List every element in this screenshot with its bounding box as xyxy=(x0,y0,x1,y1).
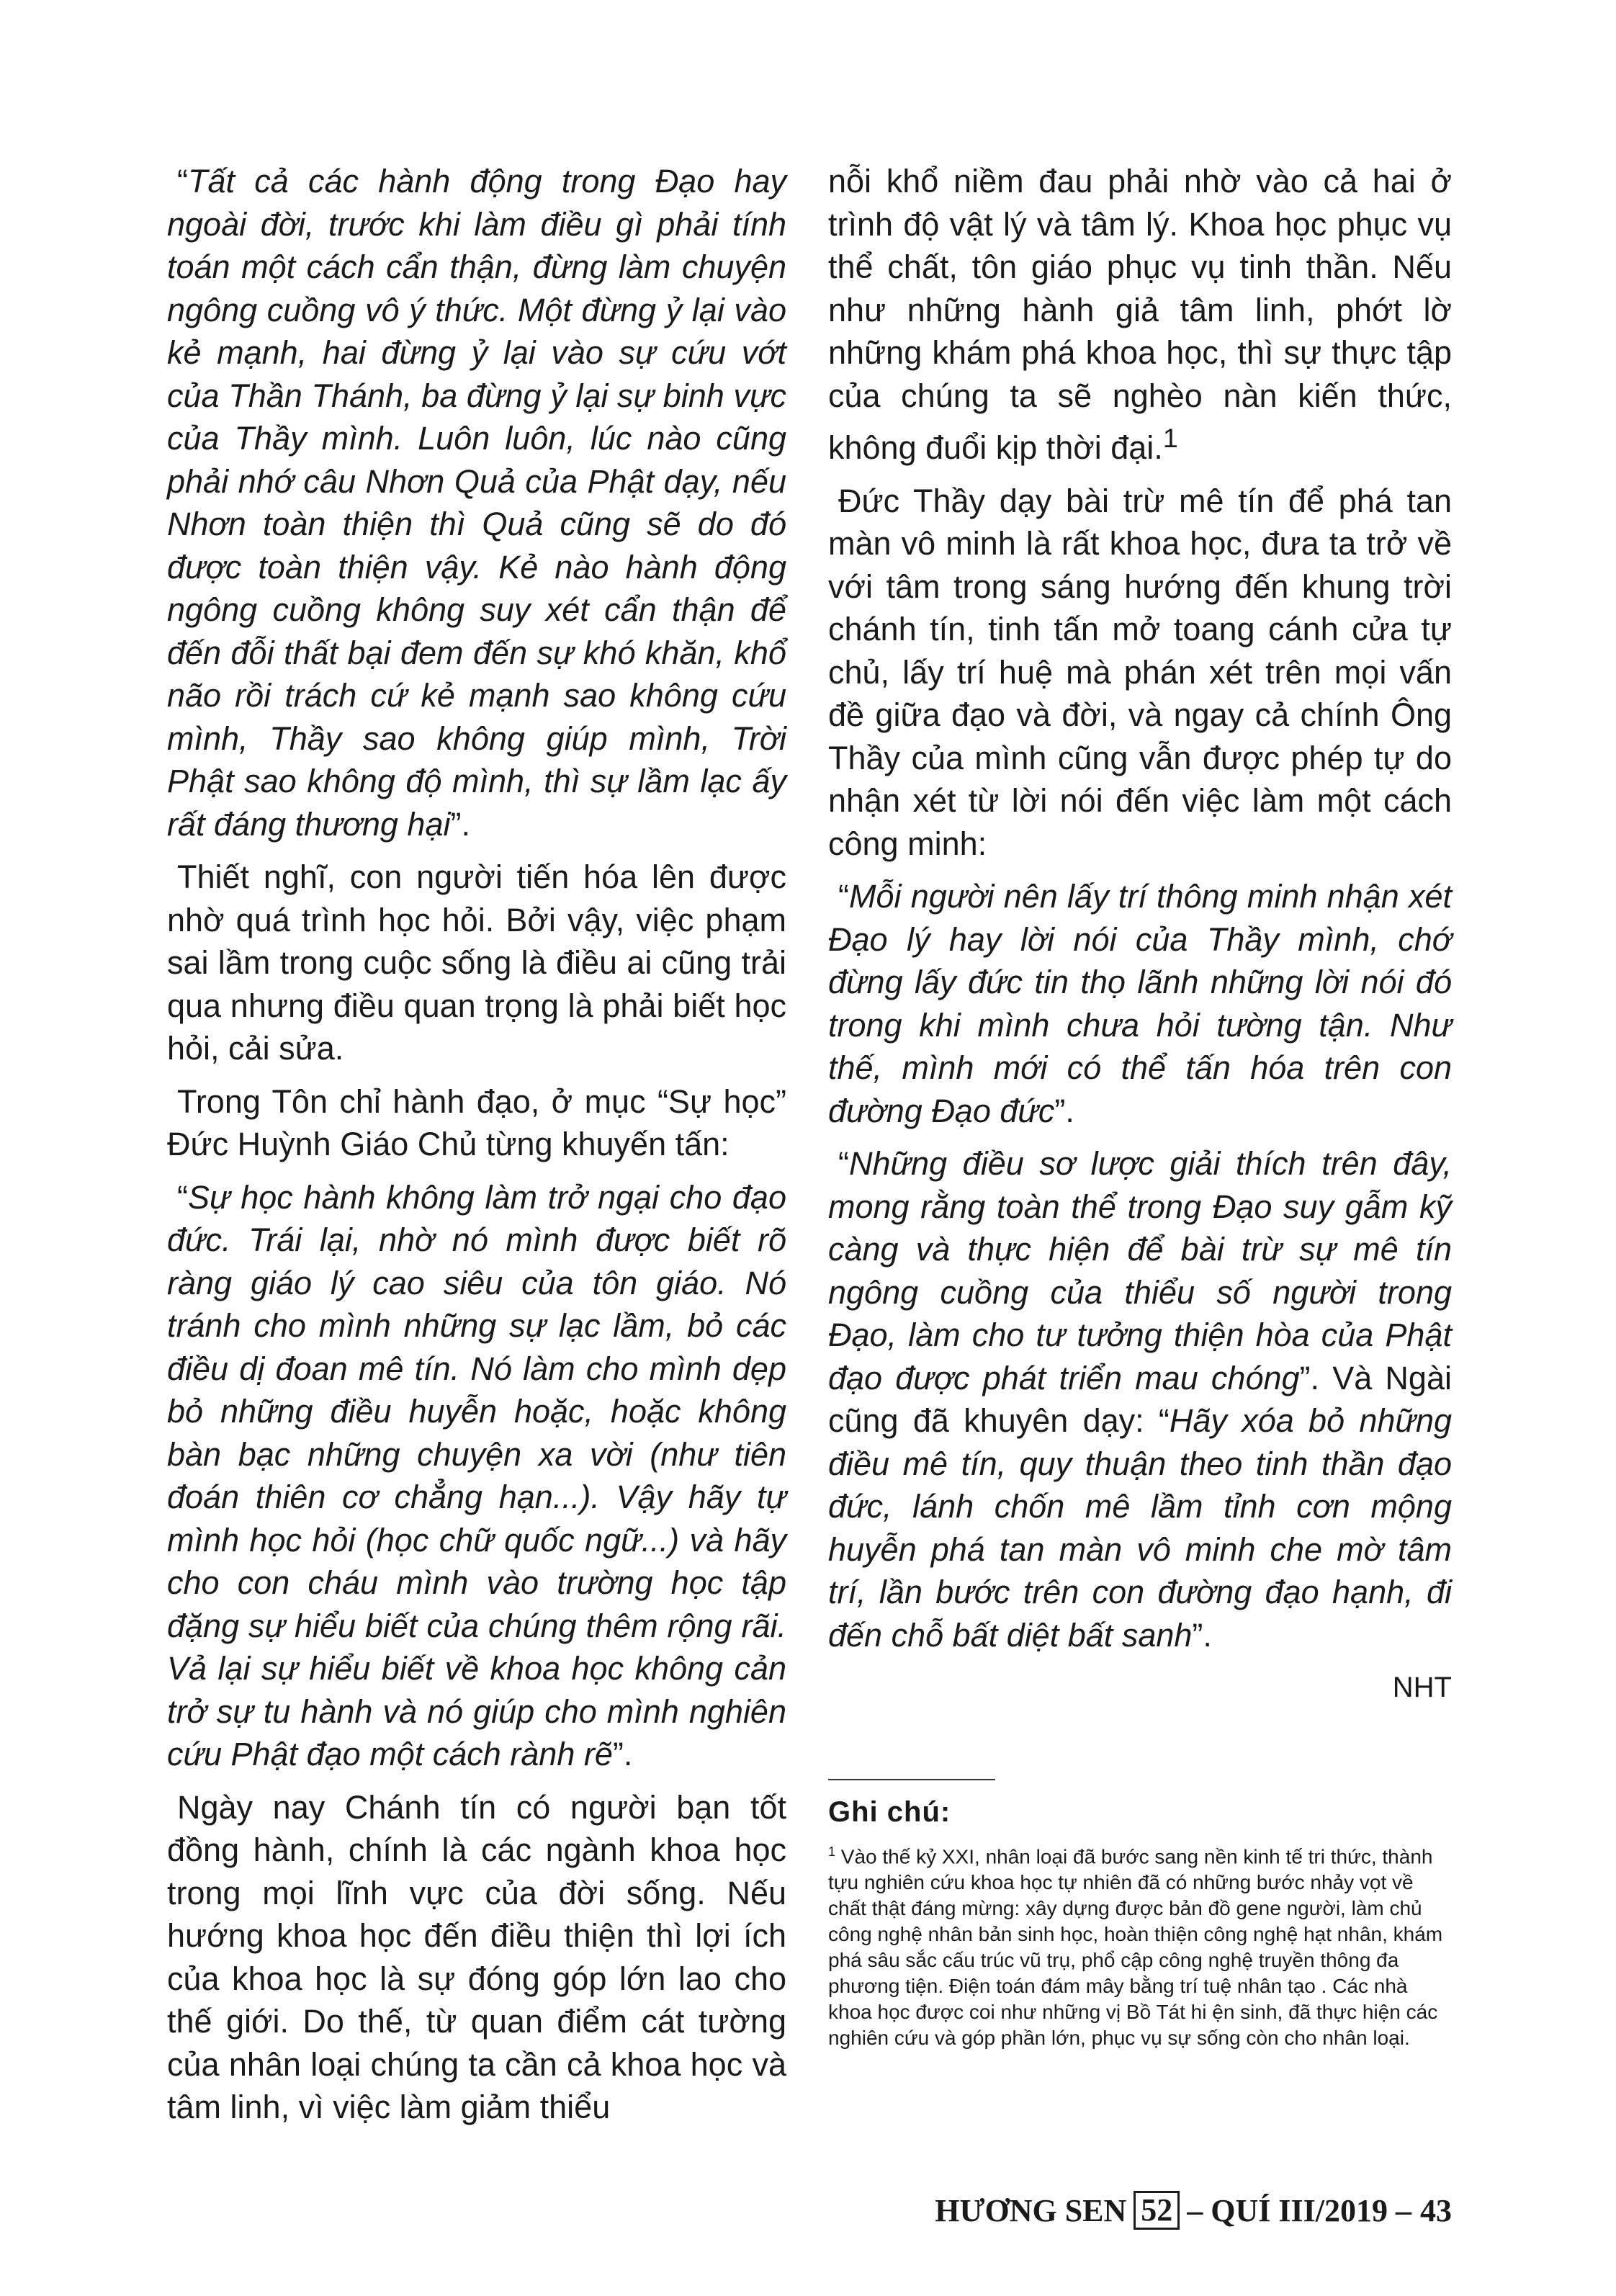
left-column xyxy=(167,160,786,2139)
quote-italic: Mỗi người nên lấy trí thông minh nhận xét Đạo lý hay lời nói của Thầy mình, chớ đừng lấy đức tin thọ lãnh những lời nói đó trong khi mình chưa hỏi tường tận. Như thế, mình mới có thể tấn hóa trên con đường Đạo đức xyxy=(828,878,1452,1129)
quote-italic: Tất cả các hành động trong Đạo hay ngoài đời, trước khi làm điều gì phải tính toán một cách cẩn thận, đừng làm chuyện ngông cuồng vô ý thức. Một đừng ỷ lại vào kẻ mạnh, hai đừng ỷ lại vào sự cứu vớt của Thần Thánh, ba đừng ỷ lại sự binh vực của Thầy mình. Luôn luôn, lúc nào cũng phải nhớ câu Nhơn Quả của Phật dạy, nếu Nhơn toàn thiện thì Quả cũng sẽ do đó được toàn thiện vậy. Kẻ nào hành động ngông cuồng không suy xét cẩn thận để đến đỗi thất bại đem đến sự khó khăn, khổ não rồi trách cứ kẻ mạnh sao không cứu mình, Thầy sao không giúp mình, Trời Phật sao không độ mình, thì sự lầm lạc ấy rất đáng thương hại xyxy=(167,163,786,843)
paragraph: “Những điều sơ lược giải thích trên đây, mong rằng toàn thể trong Đạo suy gẫm kỹ càng và thực hiện để bài trừ sự mê tín ngông cuồng của thiểu số người trong Đạo, làm cho tư tưởng thiện hòa của Phật đạo được phát triển mau chóng”. Và Ngài cũng đã khuyên dạy: “Hãy xóa bỏ những điều mê tín, quy thuận theo tinh thần đạo đức, lánh chốn mê lầm tỉnh cơn mộng huyễn phá tan màn vô minh che mờ tâm trí, lần bước trên con đường đạo hạnh, đi đến chỗ bất diệt bất sanh”. xyxy=(828,1145,1452,1654)
quote-italic: Những điều sơ lược giải thích trên đây, mong rằng toàn thể trong Đạo suy gẫm kỹ càng và thực hiện để bài trừ sự mê tín ngông cuồng của thiểu số người trong Đạo, làm cho tư tưởng thiện hòa của Phật đạo được phát triển mau chóng xyxy=(828,1145,1452,1396)
paragraph: Đức Thầy dạy bài trừ mê tín để phá tan màn vô minh là rất khoa học, đưa ta trở về với tâm trong sáng hướng đến khung trời chánh tín, tinh tấn mở toang cánh cửa tự chủ, lấy trí huệ mà phán xét trên mọi vấn đề giữa đạo và đời, và ngay cả chính Ông Thầy của mình cũng vẫn được phép tự do nhận xét từ lời nói đến việc làm một cách công minh: xyxy=(828,482,1452,862)
paragraph: Thiết nghĩ, con người tiến hóa lên được nhờ quá trình học hỏi. Bởi vậy, việc phạm sai lầm trong cuộc sống là điều ai cũng trải qua nhưng điều quan trọng là phải biết học hỏi, cải sửa. xyxy=(167,858,786,1067)
page-number: 43 xyxy=(1420,2192,1452,2228)
paragraph: Ngày nay Chánh tín có người bạn tốt đồng hành, chính là các ngành khoa học trong mọi lĩnh vực của đời sống. Nếu hướng khoa học đến điều thiện thì lợi ích của khoa học là sự đóng góp lớn lao cho thế giới. Do thế, từ quan điểm cát tường của nhân loại chúng ta cần cả khoa học và tâm linh, vì việc làm giảm thiểu xyxy=(167,1788,786,2125)
issue-period: – QUÍ III/2019 – xyxy=(1187,2192,1411,2228)
paragraph: nỗi khổ niềm đau phải nhờ vào cả hai ở trình độ vật lý và tâm lý. Khoa học phục vụ thể chất, tôn giáo phục vụ tinh thần. Nếu như những hành giả tâm linh, phớt lờ những khám phá khoa học, thì sự thực tập của chúng ta sẽ nghèo nàn kiến thức, không đuổi kịp thời đại.$^1$ xyxy=(828,163,1452,466)
page-footer xyxy=(935,2191,1452,2230)
author-signature: NHT xyxy=(1392,1672,1452,1703)
footnotes-title: Ghi chú: xyxy=(828,1796,951,1828)
footnote-text: $^1$ Vào thế kỷ XXI, nhân loại đã bước sang nền kinh tế tri thức, thành tựu nghiên cứu khoa học tự nhiên đã có những bước nhảy vọt về chất thật đáng mừng: xây dựng được bản đồ gene người, làm chủ công nghệ nhân bản sinh học, hoàn thiện công nghệ hạt nhân, khám phá sâu sắc cấu trúc vũ trụ, phổ cập công nghệ truyền thông đa phương tiện. Điện toán đám mây bằng trí tuệ nhân tạo . Các nhà khoa học được coi như những vị Bồ Tát hi ện sinh, đã thực hiện các nghiên cứu và góp phần lớn, phục vụ sự sống còn cho nhân loại. xyxy=(828,1844,1443,2050)
paragraph: “Mỗi người nên lấy trí thông minh nhận xét Đạo lý hay lời nói của Thầy mình, chớ đừng lấy đức tin thọ lãnh những lời nói đó trong khi mình chưa hỏi tường tận. Như thế, mình mới có thể tấn hóa trên con đường Đạo đức”. xyxy=(828,878,1452,1129)
quote-italic: Hãy xóa bỏ những điều mê tín, quy thuận theo tinh thần đạo đức, lánh chốn mê lầm tỉnh cơn mộng huyễn phá tan màn vô minh che mờ tâm trí, lần bước trên con đường đạo hạnh, đi đến chỗ bất diệt bất sanh xyxy=(828,1402,1452,1654)
paragraph: “Tất cả các hành động trong Đạo hay ngoài đời, trước khi làm điều gì phải tính toán một cách cẩn thận, đừng làm chuyện ngông cuồng vô ý thức. Một đừng ỷ lại vào kẻ mạnh, hai đừng ỷ lại vào sự cứu vớt của Thần Thánh, ba đừng ỷ lại sự binh vực của Thầy mình. Luôn luôn, lúc nào cũng phải nhớ câu Nhơn Quả của Phật dạy, nếu Nhơn toàn thiện thì Quả cũng sẽ do đó được toàn thiện vậy. Kẻ nào hành động ngông cuồng không suy xét cẩn thận để đến đỗi thất bại đem đến sự khó khăn, khổ não rồi trách cứ kẻ mạnh sao không cứu mình, Thầy sao không giúp mình, Trời Phật sao không độ mình, thì sự lầm lạc ấy rất đáng thương hại”. xyxy=(167,163,786,843)
right-column xyxy=(828,160,1452,1710)
footnotes-section xyxy=(828,1779,1452,2051)
magazine-name: HƯƠNG SEN xyxy=(935,2192,1127,2228)
paragraph: “Sự học hành không làm trở ngại cho đạo đức. Trái lại, nhờ nó mình được biết rõ ràng giáo lý cao siêu của tôn giáo. Nó tránh cho mình những sự lạc lầm, bỏ các điều dị đoan mê tín. Nó làm cho mình dẹp bỏ những điều huyễn hoặc, hoặc không bàn bạc những chuyện xa vời (như tiên đoán thiên cơ chẳng hạn...). Vậy hãy tự mình học hỏi (học chữ quốc ngữ...) và hãy cho con cháu mình vào trường học tập đặng sự hiểu biết của chúng thêm rộng rãi. Vả lại sự hiểu biết về khoa học không cản trở sự tu hành và nó giúp cho mình nghiên cứu Phật đạo một cách rành rẽ”. xyxy=(167,1178,786,1772)
issue-number: 52 xyxy=(1134,2191,1180,2230)
footnote-divider xyxy=(828,1779,995,1780)
paragraph: Trong Tôn chỉ hành đạo, ở mục “Sự học” Đức Huỳnh Giáo Chủ từng khuyến tấn: xyxy=(167,1082,786,1162)
footnote-ref: 1 xyxy=(1162,423,1178,453)
quote-italic: Sự học hành không làm trở ngại cho đạo đức. Trái lại, nhờ nó mình được biết rõ ràng giáo lý cao siêu của tôn giáo. Nó tránh cho mình những sự lạc lầm, bỏ các điều dị đoan mê tín. Nó làm cho mình dẹp bỏ những điều huyễn hoặc, hoặc không bàn bạc những chuyện xa vời (như tiên đoán thiên cơ chẳng hạn...). Vậy hãy tự mình học hỏi (học chữ quốc ngữ...) và hãy cho con cháu mình vào trường học tập đặng sự hiểu biết của chúng thêm rộng rãi. Vả lại sự hiểu biết về khoa học không cản trở sự tu hành và nó giúp cho mình nghiên cứu Phật đạo một cách rành rẽ xyxy=(167,1178,786,1772)
